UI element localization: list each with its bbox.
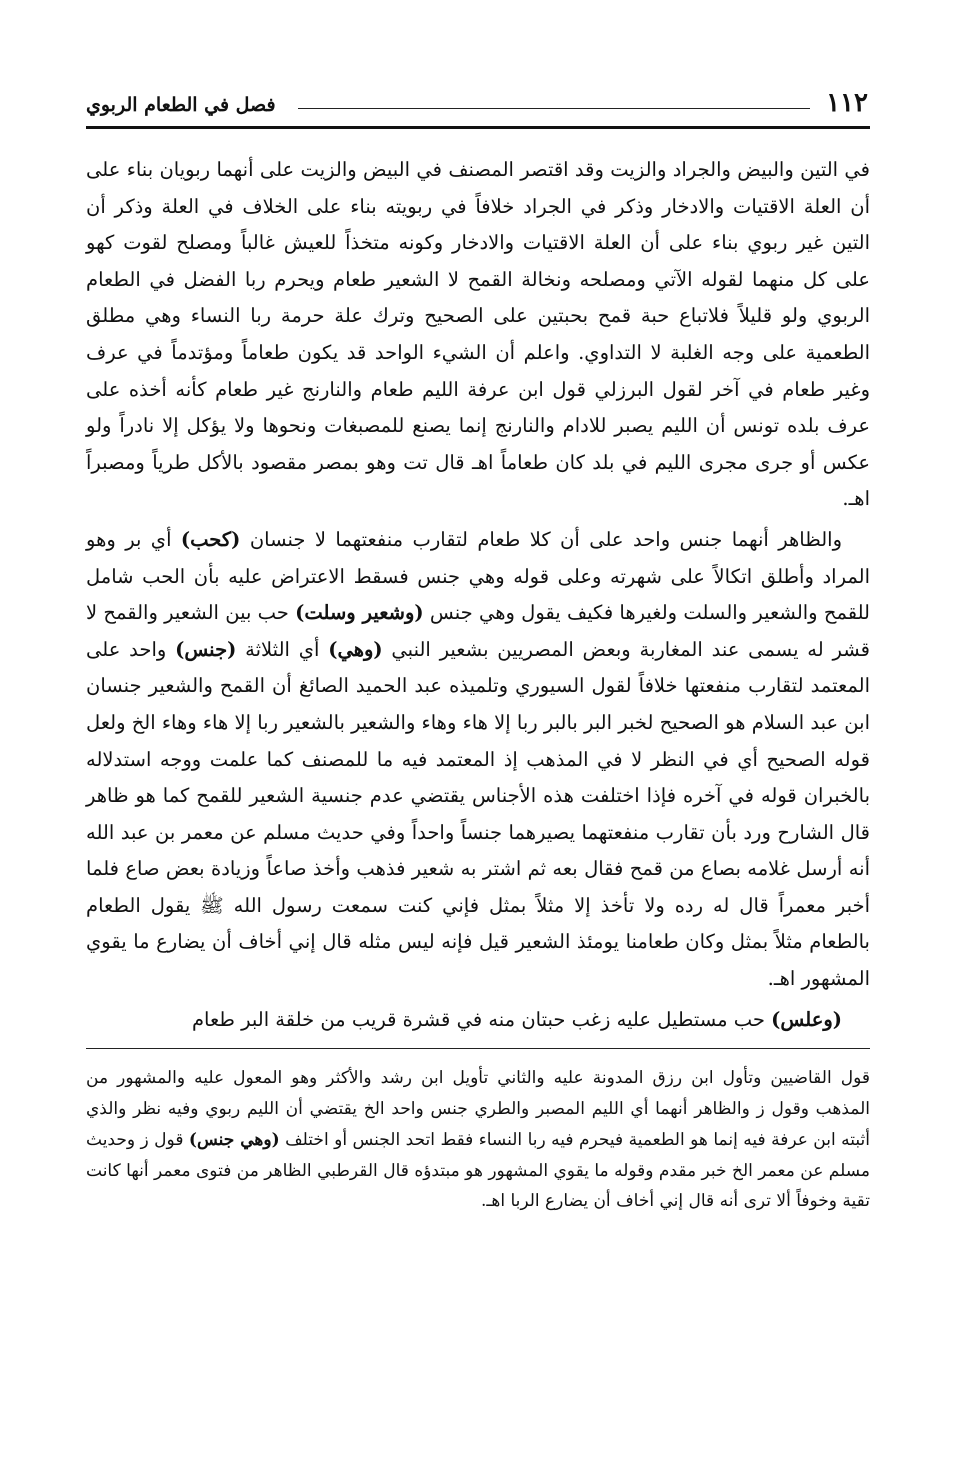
footnotes <box>86 1063 870 1217</box>
footnote-divider <box>86 1048 870 1049</box>
running-title: فصل في الطعام الربوي <box>86 94 276 116</box>
matn-term-wa-hiya: (وهي) <box>328 637 383 661</box>
footnote-text-2: قول ز وحديث مسلم عن معمر الخ خبر مقدم وقوله ما يقوي المشهور هو مبتدؤه قال القرطبي الظاهر من فتوى معمر أنها كانت تقية وخوفاً ألا ترى أنه قال إني أخاف أن يضارع الربا اهـ. <box>86 1129 870 1212</box>
matn-term-jins: (جنس) <box>175 637 237 661</box>
page-number: ١١٢ <box>826 88 868 118</box>
header-rule <box>298 108 810 109</box>
main-text <box>86 152 870 1038</box>
paragraph-3 <box>86 1002 870 1039</box>
paragraph-2-text-a: والظاهر أنهما جنس واحد على أن كلا طعام لتقارب منفعتهما لا جنسان <box>240 527 842 551</box>
matn-term-wa-alas: (وعلس) <box>771 1007 842 1031</box>
matn-term-wa-shair: (وشعير وسلت) <box>295 601 424 625</box>
header-divider <box>86 126 870 129</box>
paragraph-2-text-i: واحد على المعتمد لتقارب منفعتها خلافاً لقول السيوري وتلميذه عبد الحميد الصائغ أن القمح والشعير جنسان ابن عبد السلام هو الصحيح لخبر البر بالبر ربا إلا هاء وهاء والشعير بالشعير ربا إلا هاء وهاء الخ ولعل قوله الصحيح أي في النظر لا في المذهب إذ المعتمد فيه ما للمصنف كما علمت ووجه استدلاله بالخبران قوله في آخره فإذا اختلفت هذه الأجناس يقتضي عدم جنسية الشعير للقمح كما هو ظاهر قال الشارح ورد بأن تقارب منفعتهما يصيرهما جنساً واحداً وفي حديث مسلم عن معمر بن عبد الله أنه أرسل غلامه بصاع من قمح فقال بعه ثم اشتر به شعير فذهب وأخذ صاعاً وزيادة بعض صاع فلما أخبر معمراً قال له رده ولا تأخذ إلا مثلاً بمثل فإني كنت سمعت رسول الله ﷺ يقول الطعام بالطعام مثلاً بمثل وكان طعامنا يومئذ الشعير قيل فإنه ليس مثله قال إني أخاف أن يضارع ما يقوي المشهور اهـ. <box>85 637 870 991</box>
paragraph-1 <box>86 152 870 518</box>
footnote-term-wa-hiya-jins: (وهي جنس) <box>188 1129 280 1150</box>
book-page <box>86 86 870 1437</box>
page-header <box>86 86 870 128</box>
paragraph-2-text-g: أي الثلاثة <box>236 637 329 661</box>
paragraph-2-text-c: أي بر وهو المراد وأطلق اتكالاً على شهرته وعلى قوله وهي جنس فسقط الاعتراض عليه بأن الحب شامل للقمح والشعير والسلت ولغيرها فكيف يقول وهي جنس <box>86 527 870 625</box>
footnote-paragraph <box>86 1063 870 1217</box>
footnote-text-1: قول القاضيين وتأول ابن رزق المدونة عليه والثاني تأويل ابن رشد والأكثر وهو المعول عليه والمشهور من المذهب وقول ز والظاهر أنهما أي الليم المصبر والطري جنس واحد الخ يقتضي أن الليم ربوي وفيه نظر والذي أثبته ابن عرفة فيه إنما هو الطعمية فيحرم فيه ربا النساء فقط اتحد الجنس أو اختلف <box>86 1068 870 1150</box>
matn-term-kahab: (كحب) <box>180 527 241 551</box>
paragraph-1-text: في التين والبيض والجراد والزيت وقد اقتصر المصنف في البيض والزيت على أنهما ربويان بناء على أن العلة الاقتيات والادخار وذكر في الجراد خلافاً في ربويته بناء على الخلاف في العلة وذكر أن التين غير ربوي بناء على أن العلة الاقتيات والادخار وكونه متخذاً للعيش غالباً ومصلح لقوت كهو على كل منهما لقوله الآتي ومصلحه ونخالة القمح لا الشعير طعام ويحرم ربا الفضل في الطعام الربوي ولو قليلاً فلاتباع حبة قمح بحبتين على الصحيح وترك علة حرمة ربا النساء وهي مطلق الطعمية على وجه الغلبة لا التداوي. واعلم أن الشيء الواحد قد يكون طعاماً ومؤتدماً في عرف وغير طعام في آخر لقول البرزلي قول ابن عرفة الليم طعام والنارنج غير طعام كأنه أخذه على عرف بلده تونس أن الليم يصبر للادام والنارنج إنما يصنع للمصبغات ونحوها ولا يؤكل إلا نادراً ولو عكس أو جرى مجرى الليم في بلد كان طعاماً اهـ قال تت وهو بمصر مقصود بالأكل طرياً ومصبراً اهـ. <box>86 158 870 511</box>
paragraph-2-text-e: حب بين الشعير والقمح لا قشر له يسمى عند المغاربة وبعض المصريين بشعير النبي <box>86 601 870 661</box>
paragraph-2 <box>86 522 870 998</box>
paragraph-3-text: حب مستطيل عليه زغب حبتان منه في قشرة قريب من خلقة البر طعام <box>191 1007 772 1031</box>
